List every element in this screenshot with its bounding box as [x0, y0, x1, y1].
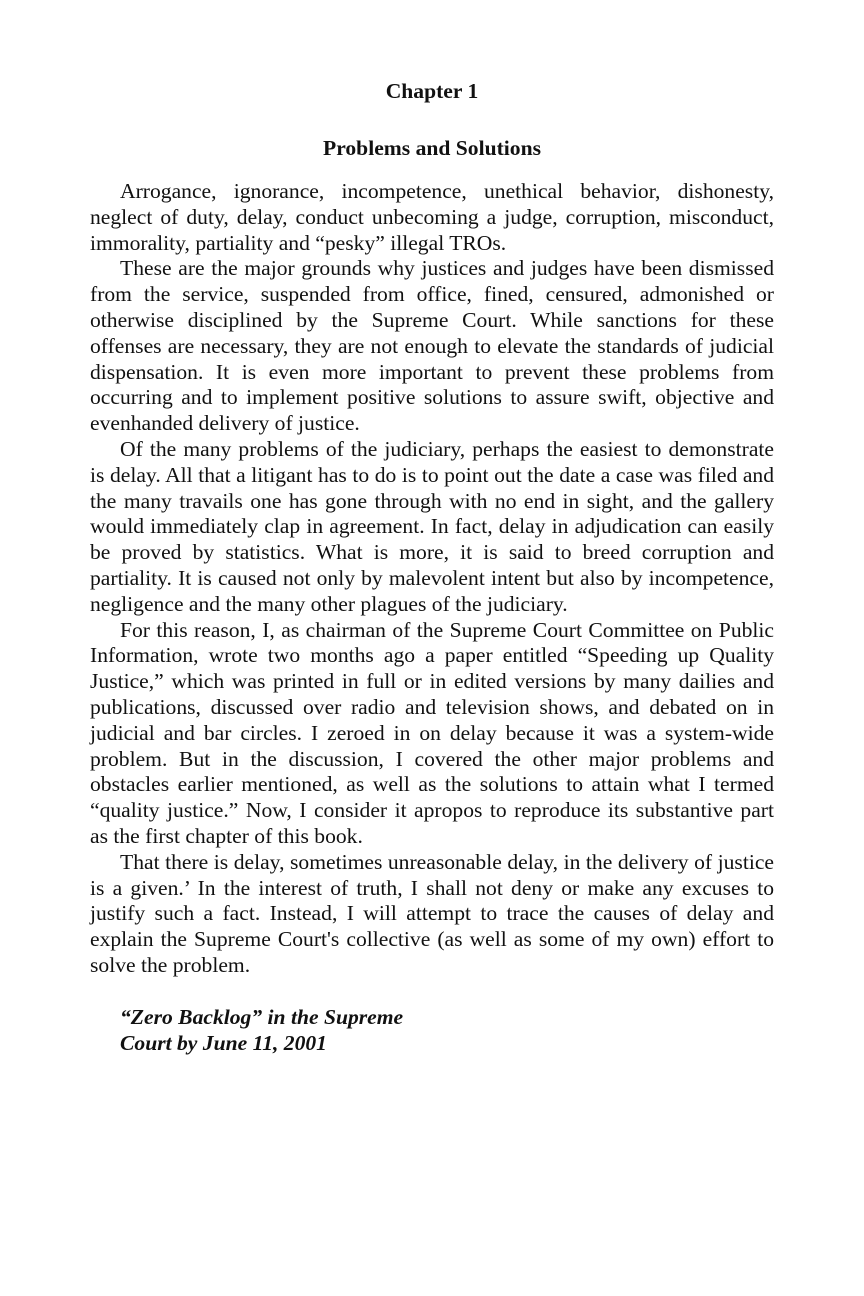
subheading-line: “Zero Backlog” in the Supreme [120, 1004, 404, 1029]
body-paragraph: Of the many problems of the judiciary, perhaps the easiest to demonstrate is delay. All that a litigant has to do is to point out the date a case was filed and the many travails one has gone through with no end in sight, and the gallery would immediately clap in agreement. In fact, delay in adjudication can easily be proved by statistics. What is more, it is said to breed corruption and partiality. It is caused not only by malevolent intent but also by incompetence, negligence and the many other plagues of the judiciary. [90, 436, 774, 616]
section-subheading [120, 1005, 774, 1057]
subheading-line: Court by June 11, 2001 [120, 1030, 327, 1055]
body-paragraph: For this reason, I, as chairman of the Supreme Court Committee on Public Information, wrote two months ago a paper entitled “Speeding up Quality Justice,” which was printed in full or in edited versions by many dailies and publications, discussed over radio and television shows, and debated on in judicial and bar circles. I zeroed in on delay because it was a system-wide problem. But in the discussion, I covered the other major problems and obstacles earlier mentioned, as well as the solutions to attain what I termed “quality justice.” Now, I consider it apropos to reproduce its substantive part as the first chapter of this book. [90, 617, 774, 848]
body-paragraph: Arrogance, ignorance, incompetence, unethical behavior, dishonesty, neglect of duty, delay, conduct unbecoming a judge, corruption, misconduct, immorality, partiality and “pesky” illegal TROs. [90, 179, 774, 255]
book-page [90, 76, 774, 1056]
chapter-title: Problems and Solutions [323, 136, 541, 160]
body-paragraph: That there is delay, sometimes unreasonable delay, in the delivery of justice is a given.’ In the interest of truth, I shall not deny or make any excuses to justify such a fact. Instead, I will attempt to trace the causes of delay and explain the Supreme Court's collective (as well as some of my own) effort to solve the problem. [90, 849, 774, 977]
chapter-label: Chapter 1 [385, 79, 479, 103]
body-paragraph: These are the major grounds why justices and judges have been dismissed from the service, suspended from office, fined, censured, admonished or otherwise disciplined by the Supreme Court. While sanctions for these offenses are necessary, they are not enough to elevate the standards of judicial dispensation. It is even more important to prevent these problems from occurring and to implement positive solutions to assure swift, objective and evenhanded delivery of justice. [90, 256, 774, 436]
